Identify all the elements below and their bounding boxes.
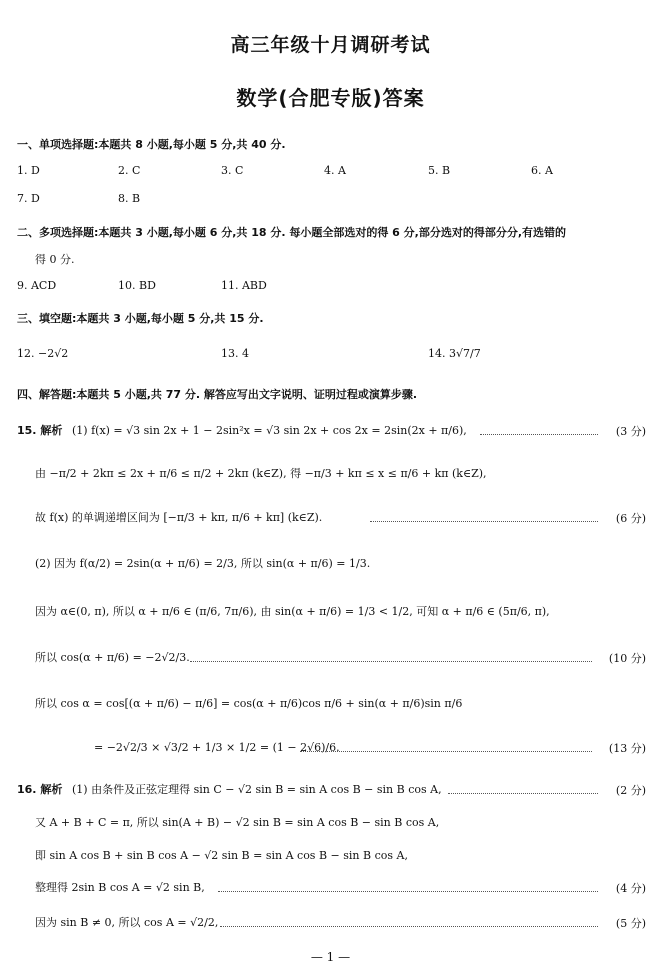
section-single-choice: 一、单项选择题:本题共 8 小题,每小题 5 分,共 40 分. — [17, 138, 286, 151]
section-fill-blank: 三、填空题:本题共 3 小题,每小题 5 分,共 15 分. — [17, 312, 264, 325]
leader-dots — [220, 926, 598, 927]
page-subtitle: 数学(合肥专版)答案 — [236, 86, 425, 110]
answer-4: 4. A — [324, 164, 346, 177]
q15-line-1: (1) f(x) = √3 sin 2x + 1 − 2sin²x = √3 sin 2x + cos 2x = 2sin(2x + π/6), — [72, 424, 467, 437]
page-number: — 1 — — [310, 950, 351, 964]
answer-14: 14. 3√7/7 — [428, 347, 481, 360]
q16-line-2: 又 A + B + C = π, 所以 sin(A + B) − √2 sin B = sin A cos B − sin B cos A, — [35, 816, 440, 829]
q16-line-4: 整理得 2sin B cos A = √2 sin B, — [35, 881, 205, 894]
q16-label: 16. 解析 — [17, 783, 63, 796]
answer-3: 3. C — [221, 164, 244, 177]
page-title: 高三年级十月调研考试 — [230, 34, 431, 56]
q15-line-4: (2) 因为 f(α/2) = 2sin(α + π/6) = 2/3, 所以 sin(α + π/6) = 1/3. — [35, 557, 371, 570]
q16-line-3: 即 sin A cos B + sin B cos A − √2 sin B = sin A cos B − sin B cos A, — [35, 849, 408, 862]
q16-points-5: (5 分) — [615, 917, 646, 930]
q15-line-5: 因为 α∈(0, π), 所以 α + π/6 ∈ (π/6, 7π/6), 由 sin(α + π/6) = 1/3 < 1/2, 可知 α + π/6 ∈ (5π/6, π), — [35, 605, 550, 618]
answer-6: 6. A — [531, 164, 553, 177]
q15-line-2: 由 −π/2 + 2kπ ≤ 2x + π/6 ≤ π/2 + 2kπ (k∈Z), 得 −π/3 + kπ ≤ x ≤ π/6 + kπ (k∈Z), — [35, 467, 487, 480]
leader-dots — [370, 521, 598, 522]
answer-12: 12. −2√2 — [17, 347, 69, 360]
answer-7: 7. D — [17, 192, 40, 205]
q15-points-3: (6 分) — [615, 512, 646, 525]
q15-points-1: (3 分) — [615, 425, 646, 438]
answer-5: 5. B — [428, 164, 451, 177]
leader-dots — [300, 751, 592, 752]
section-multi-choice: 二、多项选择题:本题共 3 小题,每小题 6 分,共 18 分. 每小题全部选对的得 6 分,部分选对的得部分分,有选错的 — [17, 226, 567, 239]
q15-points-8: (13 分) — [608, 742, 646, 755]
q16-points-4: (4 分) — [615, 882, 646, 895]
answer-2: 2. C — [118, 164, 141, 177]
section-multi-choice-cont: 得 0 分. — [35, 253, 75, 266]
q16-line-1: (1) 由条件及正弦定理得 sin C − √2 sin B = sin A cos B − sin B cos A, — [72, 783, 442, 796]
q15-line-7: 所以 cos α = cos[(α + π/6) − π/6] = cos(α + π/6)cos π/6 + sin(α + π/6)sin π/6 — [35, 697, 463, 710]
answer-8: 8. B — [118, 192, 141, 205]
answer-1: 1. D — [17, 164, 40, 177]
answer-13: 13. 4 — [221, 347, 249, 360]
answer-10: 10. BD — [118, 279, 156, 292]
leader-dots — [480, 434, 598, 435]
answer-9: 9. ACD — [17, 279, 57, 292]
q16-line-5: 因为 sin B ≠ 0, 所以 cos A = √2/2, — [35, 916, 219, 929]
leader-dots — [190, 661, 592, 662]
q15-points-6: (10 分) — [608, 652, 646, 665]
leader-dots — [448, 793, 598, 794]
q15-line-8: = −2√2/3 × √3/2 + 1/3 × 1/2 = (1 − 2√6)/6. — [94, 741, 340, 754]
q16-points-1: (2 分) — [615, 784, 646, 797]
q15-label: 15. 解析 — [17, 424, 63, 437]
leader-dots — [218, 891, 598, 892]
answer-11: 11. ABD — [221, 279, 267, 292]
q15-line-6: 所以 cos(α + π/6) = −2√2/3. — [35, 651, 190, 664]
q15-line-3: 故 f(x) 的单调递增区间为 [−π/3 + kπ, π/6 + kπ] (k∈Z). — [35, 511, 323, 524]
section-solutions: 四、解答题:本题共 5 小题,共 77 分. 解答应写出文字说明、证明过程或演算步骤. — [17, 388, 418, 401]
